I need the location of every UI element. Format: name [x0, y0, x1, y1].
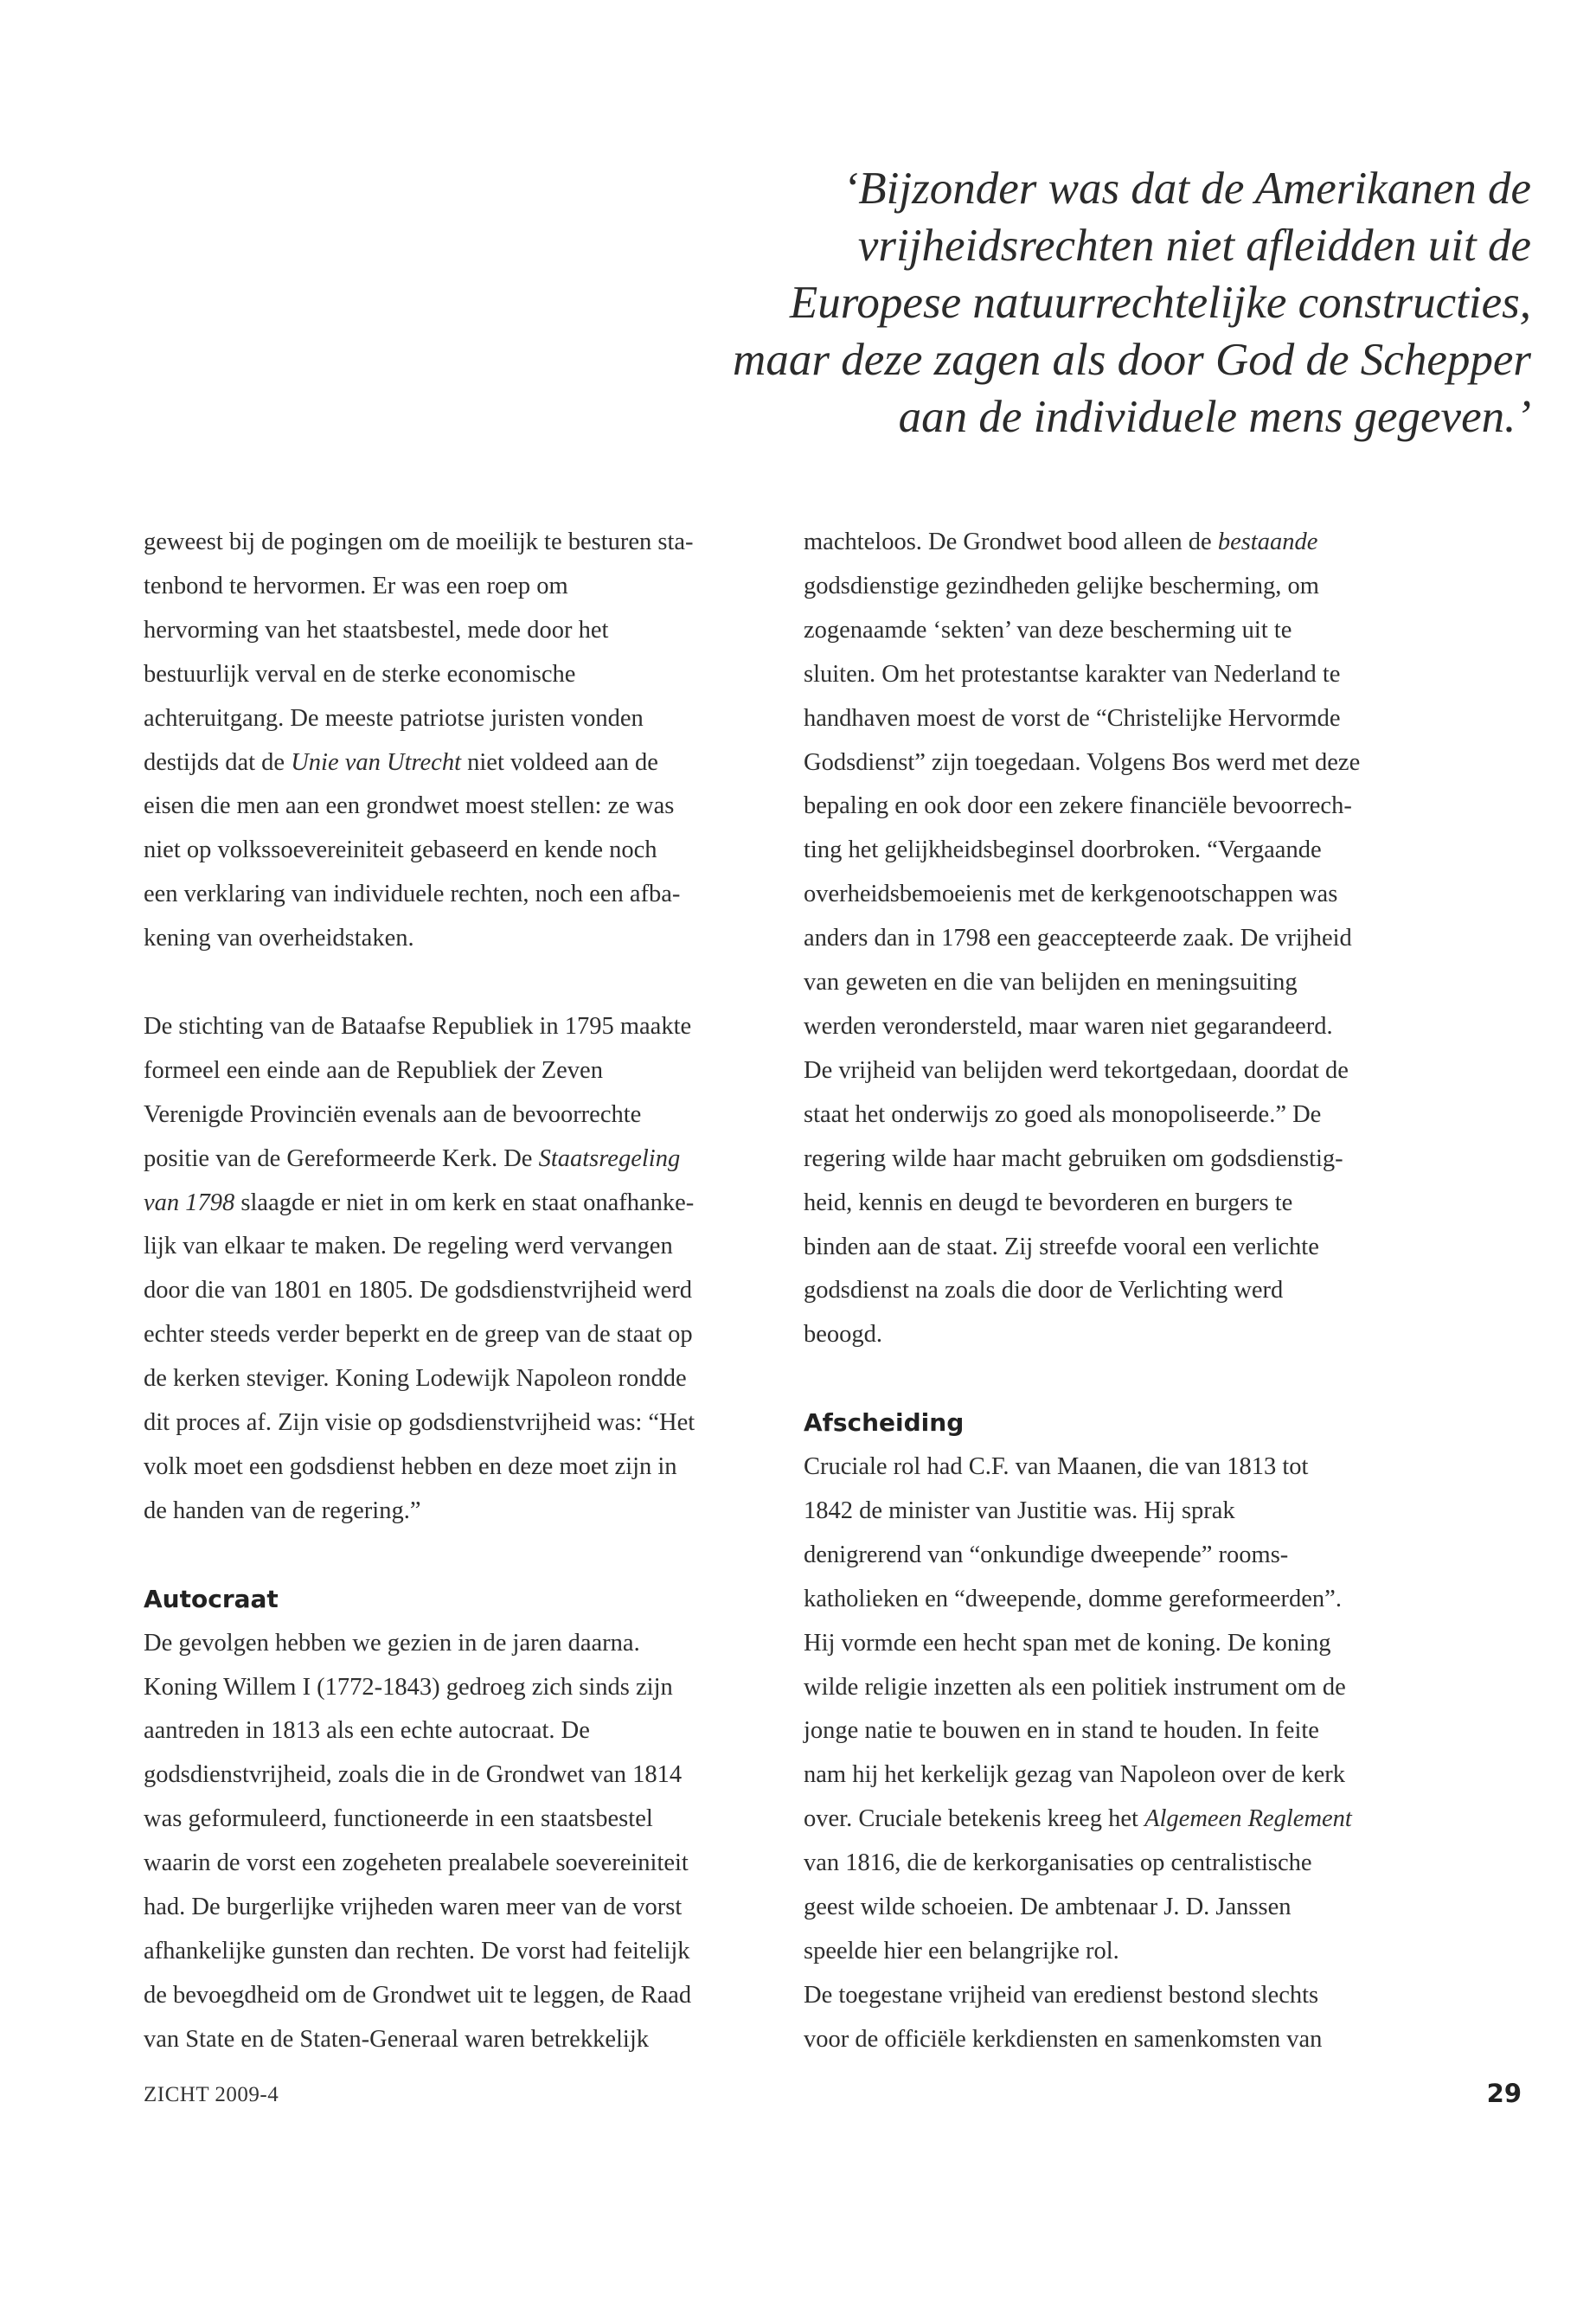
pull-quote-line: aan de individuele mens gegeven.’	[898, 392, 1531, 442]
text-line: jonge natie te bouwen en in stand te houden. In feite	[804, 1717, 1319, 1745]
left-column	[144, 521, 801, 2062]
text-line: heid, kennis en deugd te bevorderen en burgers te	[804, 1189, 1293, 1216]
text-line: de kerken steviger. Koning Lodewijk Napoleon rondde	[144, 1365, 687, 1393]
text-line: nam hij het kerkelijk gezag van Napoleon over de kerk	[804, 1761, 1345, 1789]
text-line: binden aan de staat. Zij streefde vooral een verlichte	[804, 1233, 1319, 1260]
text-line: volk moet een godsdienst hebben en deze moet zijn in	[144, 1453, 677, 1481]
paragraph	[804, 1445, 1461, 2062]
text-line: waarin de vorst een zogeheten prealabele soevereiniteit	[144, 1849, 689, 1877]
paragraph	[144, 521, 801, 961]
paragraph	[144, 1622, 801, 2062]
text-line: dit proces af. Zijn visie op godsdienstvrijheid was: “Het	[144, 1409, 695, 1437]
text-segment: niet voldeed aan de	[461, 748, 658, 776]
text-line: hervorming van het staatsbestel, mede door het	[144, 616, 609, 644]
text-line: De gevolgen hebben we gezien in de jaren daarna.	[144, 1629, 640, 1657]
text-line: speelde hier een belangrijke rol.	[804, 1937, 1119, 1965]
text-line: had. De burgerlijke vrijheden waren meer van de vorst	[144, 1894, 683, 1921]
text-line	[804, 521, 1461, 565]
text-line: De toegestane vrijheid van eredienst bestond slechts	[804, 1981, 1319, 2009]
text-line: van geweten en die van belijden en meningsuiting	[804, 969, 1298, 997]
text-line: van State en de Staten-Generaal waren betrekkelijk	[144, 2025, 649, 2053]
section-heading-afscheiding: Afscheiding	[804, 1408, 965, 1438]
text-line: Godsdienst” zijn toegedaan. Volgens Bos werd met deze	[804, 748, 1361, 776]
text-line: Verenigde Provinciën evenals aan de bevoorrechte	[144, 1100, 642, 1128]
paragraph-gap	[804, 1357, 1461, 1401]
text-line: bestuurlijk verval en de sterke economische	[144, 660, 576, 688]
text-line: De vrijheid van belijden werd tekortgedaan, doordat de	[804, 1056, 1349, 1084]
paragraph-gap	[144, 1534, 801, 1578]
text-line: beoogd.	[804, 1321, 883, 1349]
pull-quote-line: Europese natuurrechtelijke constructies,	[789, 278, 1531, 328]
text-line: geest wilde schoeien. De ambtenaar J. D. Janssen	[804, 1894, 1292, 1921]
text-line: godsdienst na zoals die door de Verlichting werd	[804, 1277, 1284, 1304]
text-line: godsdienstige gezindheden gelijke bescherming, om	[804, 572, 1319, 599]
text-line: bepaling en ook door een zekere financiële bevoorrech-	[804, 792, 1352, 820]
section-heading-autocraat: Autocraat	[144, 1584, 279, 1613]
italic-title: Staatsregeling	[538, 1144, 681, 1172]
text-line	[144, 741, 801, 785]
text-line: aantreden in 1813 als een echte autocraat. De	[144, 1717, 590, 1745]
text-line: de handen van de regering.”	[144, 1497, 421, 1524]
text-line: afhankelijke gunsten dan rechten. De vorst had feitelijk	[144, 1937, 690, 1965]
text-line: tenbond te hervormen. Er was een roep om	[144, 572, 568, 599]
text-segment: over. Cruciale betekenis kreeg het	[804, 1805, 1145, 1833]
text-line: werden verondersteld, maar waren niet gegarandeerd.	[804, 1012, 1333, 1040]
text-line: kening van overheidstaken.	[144, 925, 414, 952]
text-line: katholieken en “dweepende, domme gereformeerden”.	[804, 1585, 1342, 1612]
italic-title: Unie van Utrecht	[291, 748, 461, 776]
text-line: staat het onderwijs zo goed als monopoliseerde.” De	[804, 1100, 1322, 1128]
text-line: eisen die men aan een grondwet moest stellen: ze was	[144, 792, 675, 820]
text-line: geweest bij de pogingen om de moeilijk te besturen sta-	[144, 529, 694, 555]
text-line: wilde religie inzetten als een politiek instrument om de	[804, 1673, 1346, 1701]
text-line	[804, 1798, 1461, 1842]
text-segment: machteloos. De Grondwet bood alleen de	[804, 529, 1218, 555]
pull-quote	[709, 160, 1531, 445]
text-line: sluiten. Om het protestantse karakter van Nederland te	[804, 660, 1341, 688]
paragraph	[144, 1005, 801, 1534]
text-segment: destijds dat de	[144, 748, 292, 776]
italic-title: Algemeen Reglement	[1144, 1805, 1352, 1833]
text-line: anders dan in 1798 een geaccepteerde zaak. De vrijheid	[804, 925, 1352, 952]
italic-title: van 1798	[144, 1189, 235, 1216]
text-segment: positie van de Gereformeerde Kerk. De	[144, 1144, 539, 1172]
text-line: lijk van elkaar te maken. De regeling werd vervangen	[144, 1233, 673, 1260]
text-line: de bevoegdheid om de Grondwet uit te leggen, de Raad	[144, 1981, 692, 2009]
pull-quote-line: ‘Bijzonder was dat de Amerikanen de	[843, 163, 1531, 214]
italic-word: bestaande	[1217, 529, 1318, 555]
pull-quote-line: vrijheidsrechten niet afleidden uit de	[857, 221, 1531, 271]
text-line: denigrerend van “onkundige dweepende” rooms-	[804, 1541, 1289, 1568]
text-segment: slaagde er niet in om kerk en staat onafhanke-	[234, 1189, 695, 1216]
journal-issue: ZICHT 2009-4	[144, 2083, 279, 2106]
text-line: van 1816, die de kerkorganisaties op centralistische	[804, 1849, 1312, 1877]
text-line: was geformuleerd, functioneerde in een staatsbestel	[144, 1805, 653, 1833]
text-line: regering wilde haar macht gebruiken om godsdienstig-	[804, 1144, 1343, 1172]
text-line: achteruitgang. De meeste patriotse juristen vonden	[144, 704, 644, 732]
page-number: 29	[1486, 2079, 1522, 2108]
text-line: Koning Willem I (1772-1843) gedroeg zich sinds zijn	[144, 1673, 673, 1701]
text-line: De stichting van de Bataafse Republiek in 1795 maakte	[144, 1012, 692, 1040]
text-line: voor de officiële kerkdiensten en samenkomsten van	[804, 2025, 1323, 2053]
text-line: godsdienstvrijheid, zoals die in de Grondwet van 1814	[144, 1761, 683, 1789]
text-line: formeel een einde aan de Republiek der Zeven	[144, 1056, 603, 1084]
text-line: overheidsbemoeienis met de kerkgenootschappen was	[804, 881, 1338, 908]
text-line	[144, 1182, 801, 1226]
paragraph	[804, 521, 1461, 1357]
text-line: een verklaring van individuele rechten, noch een afba-	[144, 881, 681, 908]
right-column	[804, 521, 1461, 2062]
text-line: 1842 de minister van Justitie was. Hij sprak	[804, 1497, 1235, 1524]
text-line	[144, 1138, 801, 1182]
text-line: zogenaamde ‘sekten’ van deze bescherming uit te	[804, 616, 1292, 644]
text-line: Hij vormde een hecht span met de koning. De koning	[804, 1629, 1331, 1657]
text-line: ting het gelijkheidsbeginsel doorbroken. “Vergaande	[804, 836, 1322, 864]
text-line: echter steeds verder beperkt en de greep van de staat op	[144, 1321, 693, 1349]
paragraph-gap	[144, 961, 801, 1005]
text-line: door die van 1801 en 1805. De godsdienstvrijheid werd	[144, 1277, 692, 1304]
text-line: Cruciale rol had C.F. van Maanen, die van 1813 tot	[804, 1453, 1309, 1481]
pull-quote-line: maar deze zagen als door God de Schepper	[733, 335, 1531, 385]
text-line: niet op volkssoevereiniteit gebaseerd en kende noch	[144, 836, 657, 864]
text-line: handhaven moest de vorst de “Christelijke Hervormde	[804, 704, 1341, 732]
